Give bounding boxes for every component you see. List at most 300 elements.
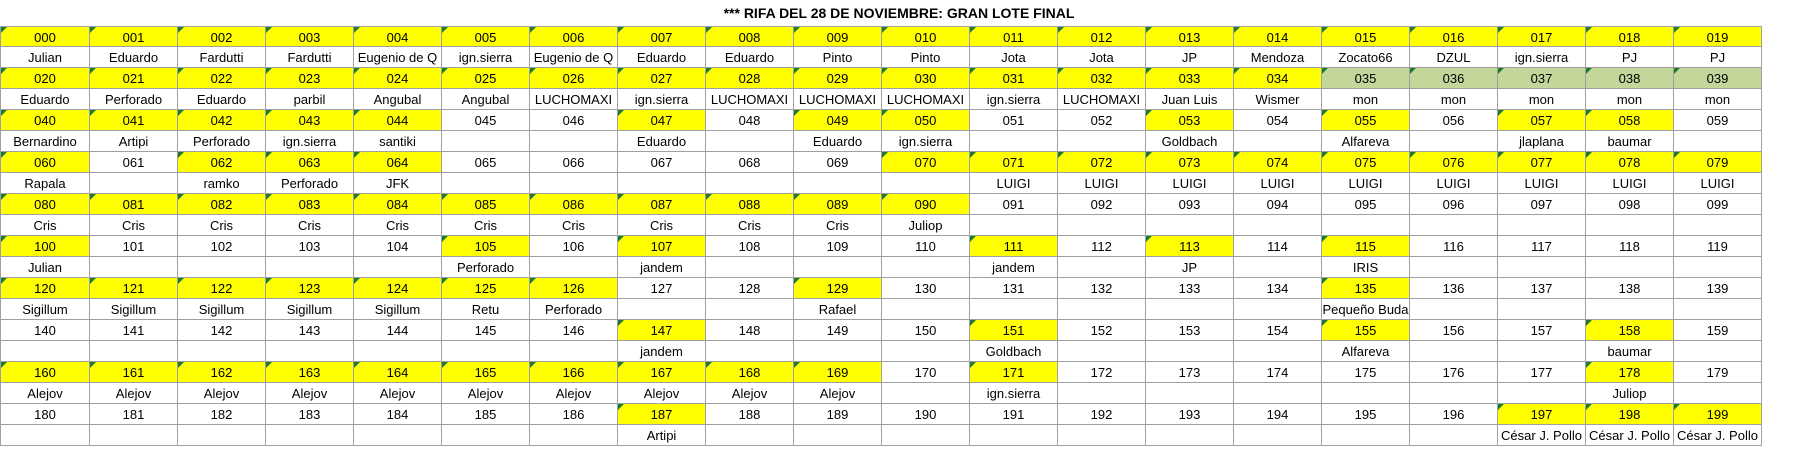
participant-name-cell[interactable] (530, 131, 618, 152)
raffle-number-cell[interactable]: 158 (1586, 320, 1674, 341)
participant-name-cell[interactable] (1498, 257, 1586, 278)
raffle-number-cell[interactable]: 137 (1498, 278, 1586, 299)
participant-name-cell[interactable]: DZUL (1410, 47, 1498, 68)
participant-name-cell[interactable]: LUIGI (1146, 173, 1234, 194)
raffle-number-cell[interactable]: 102 (178, 236, 266, 257)
participant-name-cell[interactable] (1674, 383, 1762, 404)
raffle-number-cell[interactable]: 065 (442, 152, 530, 173)
participant-name-cell[interactable] (178, 425, 266, 446)
participant-name-cell[interactable]: Eduardo (618, 131, 706, 152)
raffle-number-cell[interactable]: 064 (354, 152, 442, 173)
participant-name-cell[interactable]: Goldbach (1146, 131, 1234, 152)
participant-name-cell[interactable] (1058, 131, 1146, 152)
participant-name-cell[interactable] (1322, 425, 1410, 446)
raffle-number-cell[interactable]: 023 (266, 68, 354, 89)
raffle-number-cell[interactable]: 079 (1674, 152, 1762, 173)
participant-name-cell[interactable]: Eduardo (90, 47, 178, 68)
raffle-number-cell[interactable]: 174 (1234, 362, 1322, 383)
participant-name-cell[interactable]: Eduardo (706, 47, 794, 68)
participant-name-cell[interactable] (882, 341, 970, 362)
raffle-number-cell[interactable]: 197 (1498, 404, 1586, 425)
raffle-number-cell[interactable]: 044 (354, 110, 442, 131)
participant-name-cell[interactable] (1146, 341, 1234, 362)
raffle-number-cell[interactable]: 173 (1146, 362, 1234, 383)
participant-name-cell[interactable]: LUCHOMAXI (706, 89, 794, 110)
participant-name-cell[interactable]: Cris (794, 215, 882, 236)
raffle-number-cell[interactable]: 157 (1498, 320, 1586, 341)
raffle-number-cell[interactable]: 022 (178, 68, 266, 89)
raffle-number-cell[interactable]: 045 (442, 110, 530, 131)
raffle-number-cell[interactable]: 148 (706, 320, 794, 341)
participant-name-cell[interactable]: Cris (266, 215, 354, 236)
raffle-number-cell[interactable]: 068 (706, 152, 794, 173)
participant-name-cell[interactable]: Retu (442, 299, 530, 320)
raffle-number-cell[interactable]: 169 (794, 362, 882, 383)
participant-name-cell[interactable] (706, 131, 794, 152)
raffle-number-cell[interactable]: 177 (1498, 362, 1586, 383)
participant-name-cell[interactable]: LUIGI (970, 173, 1058, 194)
participant-name-cell[interactable]: Rapala (0, 173, 90, 194)
participant-name-cell[interactable]: Cris (178, 215, 266, 236)
raffle-number-cell[interactable]: 125 (442, 278, 530, 299)
raffle-number-cell[interactable]: 117 (1498, 236, 1586, 257)
participant-name-cell[interactable]: César J. Pollo (1586, 425, 1674, 446)
raffle-number-cell[interactable]: 128 (706, 278, 794, 299)
participant-name-cell[interactable] (1586, 257, 1674, 278)
participant-name-cell[interactable]: Cris (618, 215, 706, 236)
raffle-number-cell[interactable]: 110 (882, 236, 970, 257)
raffle-number-cell[interactable]: 081 (90, 194, 178, 215)
raffle-number-cell[interactable]: 092 (1058, 194, 1146, 215)
raffle-number-cell[interactable]: 007 (618, 26, 706, 47)
participant-name-cell[interactable] (1058, 425, 1146, 446)
raffle-number-cell[interactable]: 190 (882, 404, 970, 425)
participant-name-cell[interactable] (266, 341, 354, 362)
participant-name-cell[interactable]: LUCHOMAXI (794, 89, 882, 110)
participant-name-cell[interactable]: Alejov (178, 383, 266, 404)
raffle-number-cell[interactable]: 055 (1322, 110, 1410, 131)
participant-name-cell[interactable]: Juliop (1586, 383, 1674, 404)
raffle-number-cell[interactable]: 080 (0, 194, 90, 215)
raffle-number-cell[interactable]: 185 (442, 404, 530, 425)
participant-name-cell[interactable]: Alejov (90, 383, 178, 404)
participant-name-cell[interactable]: Eduardo (794, 131, 882, 152)
raffle-number-cell[interactable]: 130 (882, 278, 970, 299)
participant-name-cell[interactable]: ign.sierra (266, 131, 354, 152)
raffle-number-cell[interactable]: 030 (882, 68, 970, 89)
raffle-number-cell[interactable]: 133 (1146, 278, 1234, 299)
participant-name-cell[interactable] (706, 341, 794, 362)
raffle-number-cell[interactable]: 060 (0, 152, 90, 173)
participant-name-cell[interactable] (1146, 215, 1234, 236)
participant-name-cell[interactable]: Goldbach (970, 341, 1058, 362)
raffle-number-cell[interactable]: 041 (90, 110, 178, 131)
raffle-number-cell[interactable]: 036 (1410, 68, 1498, 89)
participant-name-cell[interactable]: Rafael (794, 299, 882, 320)
participant-name-cell[interactable]: ign.sierra (882, 131, 970, 152)
raffle-number-cell[interactable]: 166 (530, 362, 618, 383)
participant-name-cell[interactable]: Eugenio de Q (530, 47, 618, 68)
participant-name-cell[interactable]: Fardutti (266, 47, 354, 68)
participant-name-cell[interactable]: ign.sierra (970, 89, 1058, 110)
raffle-number-cell[interactable]: 051 (970, 110, 1058, 131)
raffle-number-cell[interactable]: 144 (354, 320, 442, 341)
raffle-number-cell[interactable]: 193 (1146, 404, 1234, 425)
raffle-number-cell[interactable]: 090 (882, 194, 970, 215)
raffle-number-cell[interactable]: 129 (794, 278, 882, 299)
participant-name-cell[interactable] (794, 257, 882, 278)
raffle-number-cell[interactable]: 155 (1322, 320, 1410, 341)
participant-name-cell[interactable] (530, 173, 618, 194)
raffle-number-cell[interactable]: 147 (618, 320, 706, 341)
participant-name-cell[interactable]: Eduardo (0, 89, 90, 110)
participant-name-cell[interactable]: baumar (1586, 341, 1674, 362)
participant-name-cell[interactable]: Artipi (90, 131, 178, 152)
participant-name-cell[interactable] (970, 215, 1058, 236)
participant-name-cell[interactable] (0, 341, 90, 362)
participant-name-cell[interactable] (1410, 425, 1498, 446)
participant-name-cell[interactable]: Juan Luis (1146, 89, 1234, 110)
participant-name-cell[interactable] (1322, 215, 1410, 236)
participant-name-cell[interactable]: PJ (1674, 47, 1762, 68)
raffle-number-cell[interactable]: 109 (794, 236, 882, 257)
participant-name-cell[interactable] (442, 173, 530, 194)
participant-name-cell[interactable]: Mendoza (1234, 47, 1322, 68)
participant-name-cell[interactable] (178, 257, 266, 278)
raffle-number-cell[interactable]: 195 (1322, 404, 1410, 425)
participant-name-cell[interactable] (1410, 257, 1498, 278)
raffle-number-cell[interactable]: 113 (1146, 236, 1234, 257)
raffle-number-cell[interactable]: 119 (1674, 236, 1762, 257)
participant-name-cell[interactable] (530, 425, 618, 446)
participant-name-cell[interactable]: Zocato66 (1322, 47, 1410, 68)
raffle-number-cell[interactable]: 160 (0, 362, 90, 383)
participant-name-cell[interactable]: jandem (618, 257, 706, 278)
participant-name-cell[interactable] (266, 425, 354, 446)
participant-name-cell[interactable]: LUCHOMAXI (530, 89, 618, 110)
raffle-number-cell[interactable]: 072 (1058, 152, 1146, 173)
participant-name-cell[interactable]: mon (1498, 89, 1586, 110)
participant-name-cell[interactable]: Pequeño Buda (1322, 299, 1410, 320)
raffle-number-cell[interactable]: 054 (1234, 110, 1322, 131)
raffle-number-cell[interactable]: 168 (706, 362, 794, 383)
participant-name-cell[interactable] (1410, 383, 1498, 404)
participant-name-cell[interactable] (1498, 383, 1586, 404)
participant-name-cell[interactable]: ign.sierra (618, 89, 706, 110)
raffle-number-cell[interactable]: 149 (794, 320, 882, 341)
raffle-number-cell[interactable]: 199 (1674, 404, 1762, 425)
participant-name-cell[interactable] (1058, 341, 1146, 362)
participant-name-cell[interactable] (442, 131, 530, 152)
participant-name-cell[interactable] (618, 299, 706, 320)
participant-name-cell[interactable]: Cris (354, 215, 442, 236)
raffle-number-cell[interactable]: 167 (618, 362, 706, 383)
raffle-number-cell[interactable]: 198 (1586, 404, 1674, 425)
participant-name-cell[interactable]: Cris (0, 215, 90, 236)
raffle-number-cell[interactable]: 031 (970, 68, 1058, 89)
participant-name-cell[interactable] (90, 341, 178, 362)
participant-name-cell[interactable]: LUIGI (1234, 173, 1322, 194)
raffle-number-cell[interactable]: 097 (1498, 194, 1586, 215)
raffle-number-cell[interactable]: 153 (1146, 320, 1234, 341)
participant-name-cell[interactable] (706, 173, 794, 194)
raffle-number-cell[interactable]: 194 (1234, 404, 1322, 425)
participant-name-cell[interactable] (1674, 131, 1762, 152)
participant-name-cell[interactable]: Fardutti (178, 47, 266, 68)
raffle-number-cell[interactable]: 070 (882, 152, 970, 173)
participant-name-cell[interactable] (1058, 299, 1146, 320)
participant-name-cell[interactable]: baumar (1586, 131, 1674, 152)
participant-name-cell[interactable] (1674, 257, 1762, 278)
raffle-number-cell[interactable]: 005 (442, 26, 530, 47)
participant-name-cell[interactable]: Alejov (706, 383, 794, 404)
participant-name-cell[interactable] (1058, 215, 1146, 236)
raffle-number-cell[interactable]: 071 (970, 152, 1058, 173)
participant-name-cell[interactable]: César J. Pollo (1498, 425, 1586, 446)
participant-name-cell[interactable] (530, 341, 618, 362)
participant-name-cell[interactable]: Artipi (618, 425, 706, 446)
participant-name-cell[interactable]: Bernardino (0, 131, 90, 152)
participant-name-cell[interactable]: Jota (1058, 47, 1146, 68)
participant-name-cell[interactable] (970, 299, 1058, 320)
participant-name-cell[interactable]: ign.sierra (970, 383, 1058, 404)
raffle-number-cell[interactable]: 131 (970, 278, 1058, 299)
raffle-number-cell[interactable]: 156 (1410, 320, 1498, 341)
participant-name-cell[interactable]: Perforado (90, 89, 178, 110)
participant-name-cell[interactable]: César J. Pollo (1674, 425, 1762, 446)
participant-name-cell[interactable] (970, 425, 1058, 446)
raffle-number-cell[interactable]: 139 (1674, 278, 1762, 299)
raffle-number-cell[interactable]: 037 (1498, 68, 1586, 89)
participant-name-cell[interactable]: ramko (178, 173, 266, 194)
participant-name-cell[interactable]: Sigillum (90, 299, 178, 320)
raffle-number-cell[interactable]: 121 (90, 278, 178, 299)
participant-name-cell[interactable] (1146, 383, 1234, 404)
raffle-number-cell[interactable]: 046 (530, 110, 618, 131)
raffle-number-cell[interactable]: 043 (266, 110, 354, 131)
raffle-number-cell[interactable]: 175 (1322, 362, 1410, 383)
raffle-number-cell[interactable]: 152 (1058, 320, 1146, 341)
raffle-number-cell[interactable]: 186 (530, 404, 618, 425)
raffle-number-cell[interactable]: 118 (1586, 236, 1674, 257)
participant-name-cell[interactable]: Perforado (442, 257, 530, 278)
participant-name-cell[interactable]: mon (1322, 89, 1410, 110)
raffle-number-cell[interactable]: 140 (0, 320, 90, 341)
raffle-number-cell[interactable]: 075 (1322, 152, 1410, 173)
participant-name-cell[interactable] (1410, 131, 1498, 152)
raffle-number-cell[interactable]: 033 (1146, 68, 1234, 89)
raffle-number-cell[interactable]: 028 (706, 68, 794, 89)
raffle-number-cell[interactable]: 021 (90, 68, 178, 89)
raffle-number-cell[interactable]: 150 (882, 320, 970, 341)
raffle-number-cell[interactable]: 038 (1586, 68, 1674, 89)
raffle-number-cell[interactable]: 049 (794, 110, 882, 131)
raffle-number-cell[interactable]: 008 (706, 26, 794, 47)
participant-name-cell[interactable]: Alfareva (1322, 341, 1410, 362)
participant-name-cell[interactable]: mon (1586, 89, 1674, 110)
raffle-number-cell[interactable]: 111 (970, 236, 1058, 257)
participant-name-cell[interactable]: mon (1674, 89, 1762, 110)
raffle-number-cell[interactable]: 176 (1410, 362, 1498, 383)
raffle-number-cell[interactable]: 003 (266, 26, 354, 47)
participant-name-cell[interactable]: Alejov (0, 383, 90, 404)
participant-name-cell[interactable]: LUIGI (1498, 173, 1586, 194)
raffle-number-cell[interactable]: 132 (1058, 278, 1146, 299)
raffle-number-cell[interactable]: 108 (706, 236, 794, 257)
raffle-number-cell[interactable]: 188 (706, 404, 794, 425)
participant-name-cell[interactable] (618, 173, 706, 194)
raffle-number-cell[interactable]: 179 (1674, 362, 1762, 383)
participant-name-cell[interactable]: Cris (442, 215, 530, 236)
raffle-number-cell[interactable]: 084 (354, 194, 442, 215)
participant-name-cell[interactable]: Pinto (882, 47, 970, 68)
participant-name-cell[interactable]: Julian (0, 257, 90, 278)
raffle-number-cell[interactable]: 099 (1674, 194, 1762, 215)
raffle-number-cell[interactable]: 035 (1322, 68, 1410, 89)
participant-name-cell[interactable]: JP (1146, 257, 1234, 278)
participant-name-cell[interactable] (354, 341, 442, 362)
participant-name-cell[interactable]: Juliop (882, 215, 970, 236)
raffle-number-cell[interactable]: 098 (1586, 194, 1674, 215)
participant-name-cell[interactable] (1234, 215, 1322, 236)
raffle-number-cell[interactable]: 100 (0, 236, 90, 257)
raffle-number-cell[interactable]: 066 (530, 152, 618, 173)
raffle-number-cell[interactable]: 189 (794, 404, 882, 425)
participant-name-cell[interactable] (970, 131, 1058, 152)
participant-name-cell[interactable] (530, 257, 618, 278)
participant-name-cell[interactable]: ign.sierra (1498, 47, 1586, 68)
raffle-number-cell[interactable]: 087 (618, 194, 706, 215)
participant-name-cell[interactable] (1058, 257, 1146, 278)
participant-name-cell[interactable] (794, 341, 882, 362)
raffle-number-cell[interactable]: 048 (706, 110, 794, 131)
raffle-number-cell[interactable]: 124 (354, 278, 442, 299)
raffle-number-cell[interactable]: 019 (1674, 26, 1762, 47)
participant-name-cell[interactable]: mon (1410, 89, 1498, 110)
raffle-number-cell[interactable]: 067 (618, 152, 706, 173)
raffle-number-cell[interactable]: 191 (970, 404, 1058, 425)
participant-name-cell[interactable]: Jota (970, 47, 1058, 68)
participant-name-cell[interactable] (1410, 215, 1498, 236)
raffle-number-cell[interactable]: 011 (970, 26, 1058, 47)
participant-name-cell[interactable]: Julian (0, 47, 90, 68)
raffle-number-cell[interactable]: 013 (1146, 26, 1234, 47)
participant-name-cell[interactable]: Eduardo (618, 47, 706, 68)
participant-name-cell[interactable] (178, 341, 266, 362)
raffle-number-cell[interactable]: 091 (970, 194, 1058, 215)
participant-name-cell[interactable]: PJ (1586, 47, 1674, 68)
participant-name-cell[interactable]: Sigillum (266, 299, 354, 320)
participant-name-cell[interactable] (1410, 299, 1498, 320)
raffle-number-cell[interactable]: 012 (1058, 26, 1146, 47)
participant-name-cell[interactable]: Alejov (530, 383, 618, 404)
raffle-number-cell[interactable]: 105 (442, 236, 530, 257)
raffle-number-cell[interactable]: 025 (442, 68, 530, 89)
raffle-number-cell[interactable]: 034 (1234, 68, 1322, 89)
raffle-number-cell[interactable]: 006 (530, 26, 618, 47)
participant-name-cell[interactable] (1410, 341, 1498, 362)
participant-name-cell[interactable] (882, 383, 970, 404)
raffle-number-cell[interactable]: 093 (1146, 194, 1234, 215)
participant-name-cell[interactable]: Angubal (442, 89, 530, 110)
raffle-number-cell[interactable]: 196 (1410, 404, 1498, 425)
participant-name-cell[interactable] (1674, 341, 1762, 362)
participant-name-cell[interactable] (1234, 425, 1322, 446)
raffle-number-cell[interactable]: 104 (354, 236, 442, 257)
participant-name-cell[interactable] (1234, 341, 1322, 362)
raffle-number-cell[interactable]: 018 (1586, 26, 1674, 47)
raffle-number-cell[interactable]: 146 (530, 320, 618, 341)
raffle-number-cell[interactable]: 050 (882, 110, 970, 131)
participant-name-cell[interactable]: LUCHOMAXI (882, 89, 970, 110)
raffle-number-cell[interactable]: 122 (178, 278, 266, 299)
raffle-number-cell[interactable]: 029 (794, 68, 882, 89)
raffle-number-cell[interactable]: 077 (1498, 152, 1586, 173)
raffle-number-cell[interactable]: 039 (1674, 68, 1762, 89)
participant-name-cell[interactable]: Eugenio de Q (354, 47, 442, 68)
raffle-number-cell[interactable]: 142 (178, 320, 266, 341)
raffle-number-cell[interactable]: 078 (1586, 152, 1674, 173)
raffle-number-cell[interactable]: 101 (90, 236, 178, 257)
participant-name-cell[interactable] (354, 425, 442, 446)
participant-name-cell[interactable] (794, 173, 882, 194)
participant-name-cell[interactable] (1586, 299, 1674, 320)
raffle-number-cell[interactable]: 134 (1234, 278, 1322, 299)
raffle-number-cell[interactable]: 184 (354, 404, 442, 425)
participant-name-cell[interactable]: jlaplana (1498, 131, 1586, 152)
participant-name-cell[interactable]: Sigillum (354, 299, 442, 320)
raffle-number-cell[interactable]: 047 (618, 110, 706, 131)
raffle-number-cell[interactable]: 112 (1058, 236, 1146, 257)
raffle-number-cell[interactable]: 114 (1234, 236, 1322, 257)
raffle-number-cell[interactable]: 172 (1058, 362, 1146, 383)
raffle-number-cell[interactable]: 135 (1322, 278, 1410, 299)
raffle-number-cell[interactable]: 170 (882, 362, 970, 383)
participant-name-cell[interactable] (1058, 383, 1146, 404)
participant-name-cell[interactable] (794, 425, 882, 446)
participant-name-cell[interactable] (1586, 215, 1674, 236)
participant-name-cell[interactable] (1146, 299, 1234, 320)
raffle-number-cell[interactable]: 059 (1674, 110, 1762, 131)
raffle-number-cell[interactable]: 024 (354, 68, 442, 89)
raffle-number-cell[interactable]: 056 (1410, 110, 1498, 131)
raffle-number-cell[interactable]: 126 (530, 278, 618, 299)
raffle-number-cell[interactable]: 001 (90, 26, 178, 47)
raffle-number-cell[interactable]: 073 (1146, 152, 1234, 173)
participant-name-cell[interactable]: Alejov (794, 383, 882, 404)
participant-name-cell[interactable] (1322, 383, 1410, 404)
raffle-number-cell[interactable]: 181 (90, 404, 178, 425)
participant-name-cell[interactable] (706, 299, 794, 320)
raffle-number-cell[interactable]: 063 (266, 152, 354, 173)
participant-name-cell[interactable]: Wismer (1234, 89, 1322, 110)
raffle-number-cell[interactable]: 094 (1234, 194, 1322, 215)
participant-name-cell[interactable]: Perforado (530, 299, 618, 320)
raffle-number-cell[interactable]: 009 (794, 26, 882, 47)
participant-name-cell[interactable] (1498, 299, 1586, 320)
raffle-number-cell[interactable]: 086 (530, 194, 618, 215)
participant-name-cell[interactable]: jandem (618, 341, 706, 362)
raffle-number-cell[interactable]: 000 (0, 26, 90, 47)
raffle-number-cell[interactable]: 088 (706, 194, 794, 215)
raffle-number-cell[interactable]: 027 (618, 68, 706, 89)
participant-name-cell[interactable] (706, 425, 794, 446)
raffle-number-cell[interactable]: 058 (1586, 110, 1674, 131)
participant-name-cell[interactable]: Cris (706, 215, 794, 236)
participant-name-cell[interactable] (90, 425, 178, 446)
participant-name-cell[interactable]: Angubal (354, 89, 442, 110)
raffle-number-cell[interactable]: 162 (178, 362, 266, 383)
